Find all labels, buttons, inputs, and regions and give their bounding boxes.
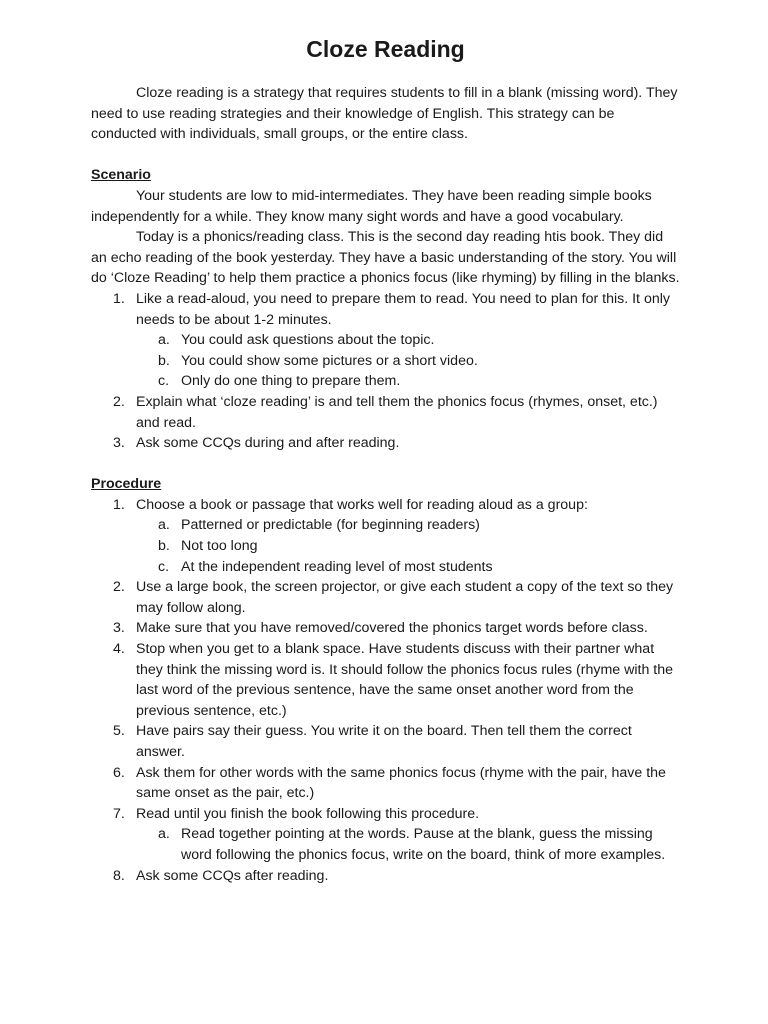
substep-text: You could show some pictures or a short video.	[181, 352, 478, 369]
scenario-substep	[91, 371, 680, 392]
procedure-substep	[91, 515, 680, 536]
list-number: 2.	[113, 579, 125, 596]
scenario-paragraph-1: Your students are low to mid-intermediates. They have been reading simple books independently for a while. They know many sight words and have a good vocabulary.	[91, 187, 652, 225]
step-text: Explain what ‘cloze reading’ is and tell them the phonics focus (rhymes, onset, etc.) and read.	[136, 393, 658, 431]
step-text: Ask some CCQs during and after reading.	[136, 435, 400, 452]
scenario-step	[91, 433, 680, 454]
scenario-paragraph-2: Today is a phonics/reading class. This is the second day reading htis book. They did an echo reading of the book yesterday. They have a basic understanding of the story. You will do ‘Cloze Reading’ to help them practice a phonics focus (like rhyming) by filling in the blanks.	[91, 229, 680, 287]
procedure-step	[91, 763, 680, 804]
procedure-step	[91, 577, 680, 618]
step-text: Like a read-aloud, you need to prepare them to read. You need to plan for this. It only needs to be about 1-2 minutes.	[136, 290, 670, 328]
list-number: 1.	[113, 290, 125, 307]
procedure-step	[91, 495, 680, 577]
procedure-step	[91, 721, 680, 762]
list-number: 3.	[113, 620, 125, 637]
substep-text: Not too long	[181, 538, 258, 555]
step-text: Ask them for other words with the same phonics focus (rhyme with the pair, have the same onset as the pair, etc.)	[136, 764, 666, 802]
list-number: 2.	[113, 393, 125, 410]
list-letter: a.	[158, 517, 170, 534]
step-text: Use a large book, the screen projector, or give each student a copy of the text so they may follow along.	[136, 579, 674, 616]
step-text: Make sure that you have removed/covered the phonics target words before class.	[136, 620, 648, 637]
scenario-substep	[91, 330, 680, 351]
list-number: 7.	[113, 805, 125, 822]
list-number: 4.	[113, 641, 125, 658]
procedure-substeps-list	[136, 824, 680, 865]
scenario-steps-list	[91, 289, 680, 454]
scenario-heading: Scenario	[91, 167, 151, 184]
step-text: Choose a book or passage that works well for reading aloud as a group:	[136, 496, 588, 513]
scenario-substeps-list	[136, 330, 680, 392]
list-letter: c.	[158, 558, 170, 575]
list-letter: b.	[158, 352, 170, 369]
procedure-substep	[91, 824, 680, 865]
procedure-step	[91, 639, 680, 721]
scenario-substep	[91, 351, 680, 372]
step-text: Ask some CCQs after reading.	[136, 867, 329, 884]
step-text: Stop when you get to a blank space. Have students discuss with their partner what they think the missing word is. It should follow the phonics focus rules (rhyme with the last word of the previous sentence, have the same onset another word from the previous sentence, etc.)	[136, 641, 674, 719]
procedure-step	[91, 804, 680, 866]
procedure-substep	[91, 536, 680, 557]
scenario-step	[91, 289, 680, 392]
list-number: 5.	[113, 723, 125, 740]
list-number: 1.	[113, 496, 125, 513]
list-letter: c.	[158, 373, 170, 390]
substep-text: At the independent reading level of most students	[181, 558, 493, 575]
procedure-step	[91, 866, 680, 887]
substep-text: Only do one thing to prepare them.	[181, 373, 401, 390]
list-letter: a.	[158, 826, 170, 843]
procedure-steps-list	[91, 495, 680, 886]
list-number: 8.	[113, 867, 125, 884]
procedure-substep	[91, 557, 680, 578]
scenario-step	[91, 392, 680, 433]
substep-text: You could ask questions about the topic.	[181, 332, 435, 349]
list-letter: a.	[158, 332, 170, 349]
substep-text: Patterned or predictable (for beginning readers)	[181, 517, 480, 534]
list-number: 6.	[113, 764, 125, 781]
substep-text: Read together pointing at the words. Pause at the blank, guess the missing word following the phonics focus, write on the board, think of more examples.	[181, 826, 666, 863]
list-letter: b.	[158, 538, 170, 555]
page-title: Cloze Reading	[306, 36, 465, 62]
procedure-substeps-list	[136, 515, 680, 577]
step-text: Read until you finish the book following this procedure.	[136, 805, 480, 822]
procedure-heading: Procedure	[91, 476, 162, 493]
step-text: Have pairs say their guess. You write it on the board. Then tell them the correct answer.	[136, 723, 632, 760]
list-number: 3.	[113, 435, 125, 452]
intro-paragraph: Cloze reading is a strategy that requires students to fill in a blank (missing word). They need to use reading strategies and their knowledge of English. This strategy can be conducted with individuals, small groups, or the entire class.	[91, 85, 678, 143]
procedure-step	[91, 618, 680, 639]
